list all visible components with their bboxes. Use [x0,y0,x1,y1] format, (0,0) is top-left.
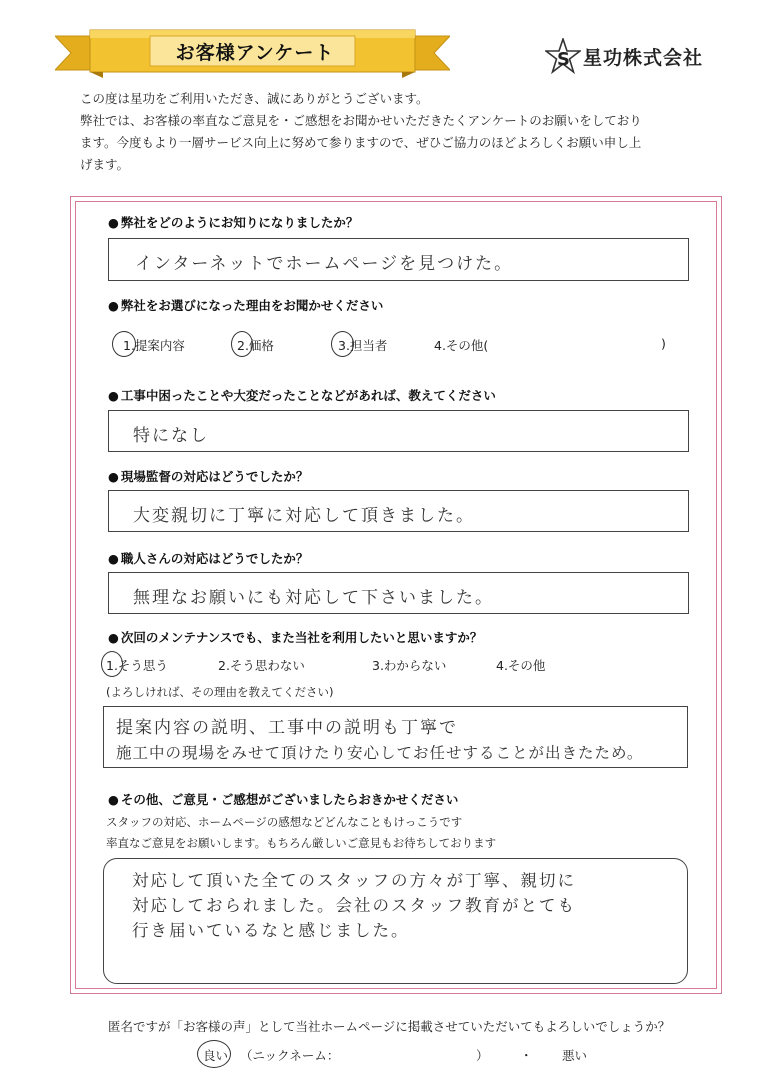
option-unsure[interactable]: 3.わからない [372,658,447,673]
comments-note: スタッフの対応、ホームページの感想などどんなこともけっこうです [106,815,463,829]
publish-permission-question: 匿名ですが「お客様の声」として当社ホームページに掲載させていただいてもよろしいでしょうか？ [108,1019,671,1034]
answer-box-trouble[interactable] [108,410,689,452]
selected-circle-mark [331,331,354,357]
question-trouble: ● 工事中困ったことや大変だったことなどがあれば、教えてください [108,388,496,403]
handwritten-answer: 大変親切に丁寧に対応して頂きました。 [133,506,475,526]
svg-text:S: S [557,49,570,70]
handwritten-answer: 提案内容の説明、工事中の説明も丁寧で [116,718,458,738]
question-text: 弊社をお選びになった理由をお聞かせください [120,298,384,313]
question-text: 次回のメンテナンスでも、また当社を利用したいと思いますか？ [120,630,483,645]
question-text: 職人さんの対応はどうでしたか？ [120,551,309,566]
question-text: その他、ご意見・ご感想がございましたらおきかせください [120,792,459,807]
title-ribbon [55,28,450,78]
question-text: 現場監督の対応はどうでしたか？ [120,469,309,484]
answer-box-how-found[interactable] [108,238,689,281]
handwritten-answer: 施工中の現場をみせて頂けたり安心してお任せすることが出きたため。 [116,744,644,762]
question-text: 工事中困ったことや大変だったことなどがあれば、教えてください [120,388,496,403]
handwritten-answer: 対応して頂いた全てのスタッフの方々が丁寧、親切に [132,871,576,890]
selected-circle-mark [101,651,123,677]
answer-box-reason[interactable] [103,706,688,768]
option-other[interactable]: 4.その他 [496,658,546,673]
answer-box-comments[interactable] [103,858,688,984]
nickname-close: ） [476,1048,489,1063]
star-s-logo-icon [545,38,581,74]
handwritten-answer: 対応しておられました。会社のスタッフ教育がとても [132,896,576,915]
intro-line: げます。 [80,157,130,172]
separator-dot: ・ [520,1048,533,1063]
question-comments: ● その他、ご意見・ご感想がございましたらおきかせください [108,792,459,807]
reason-prompt: (よろしければ、その理由を教えてください) [106,685,334,699]
survey-title: お客様アンケート [175,42,335,64]
option-staff[interactable]: 3.担当者 [338,338,388,353]
option-price[interactable]: 2.価格 [237,338,274,353]
option-other-close: ) [661,336,666,351]
answer-box-craftsmen[interactable] [108,572,689,614]
handwritten-answer: 無理なお願いにも対応して下さいました。 [133,588,494,608]
company-logo [545,38,703,74]
option-good[interactable]: 良い [203,1048,229,1063]
intro-text [80,88,720,176]
option-bad[interactable]: 悪い [562,1048,588,1063]
handwritten-answer: 特になし [133,426,209,446]
question-text: 弊社をどのようにお知りになりましたか？ [120,215,359,230]
question-reason-chosen: ● 弊社をお選びになった理由をお聞かせください [108,298,384,313]
intro-line: この度は星功をご利用いただき、誠にありがとうございます。 [80,91,429,106]
option-proposal[interactable]: 1.提案内容 [123,338,185,353]
option-agree[interactable]: 1.そう思う [106,658,168,673]
company-name: 星功株式会社 [583,46,704,69]
nickname-label: （ニックネーム： [240,1048,340,1063]
option-disagree[interactable]: 2.そう思わない [218,658,305,673]
question-supervisor: ● 現場監督の対応はどうでしたか？ [108,469,309,484]
comments-note: 率直なご意見をお願いします。もちろん厳しいご意見もお待ちしております [106,836,497,850]
question-reuse: ● 次回のメンテナンスでも、また当社を利用したいと思いますか？ [108,630,483,645]
selected-circle-mark [197,1040,231,1068]
selected-circle-mark [112,331,136,357]
option-other[interactable]: 4.その他( [434,338,489,353]
intro-line: 弊社では、お客様の率直なご意見を・ご感想をお聞かせいただきたくアンケートのお願いをしており [80,113,642,128]
nickname-field[interactable] [352,1044,474,1062]
answer-box-supervisor[interactable] [108,490,689,532]
intro-line: ます。今度もより一層サービス向上に努めて参りますので、ぜひご協力のほどよろしくお願い申し上 [80,135,642,150]
handwritten-answer: 行き届いているなと感じました。 [132,921,410,940]
question-how-found: ● 弊社をどのようにお知りになりましたか？ [108,215,359,230]
question-craftsmen: ● 職人さんの対応はどうでしたか？ [108,551,309,566]
handwritten-answer: インターネットでホームページを見つけた。 [135,254,514,274]
selected-circle-mark [231,331,253,357]
